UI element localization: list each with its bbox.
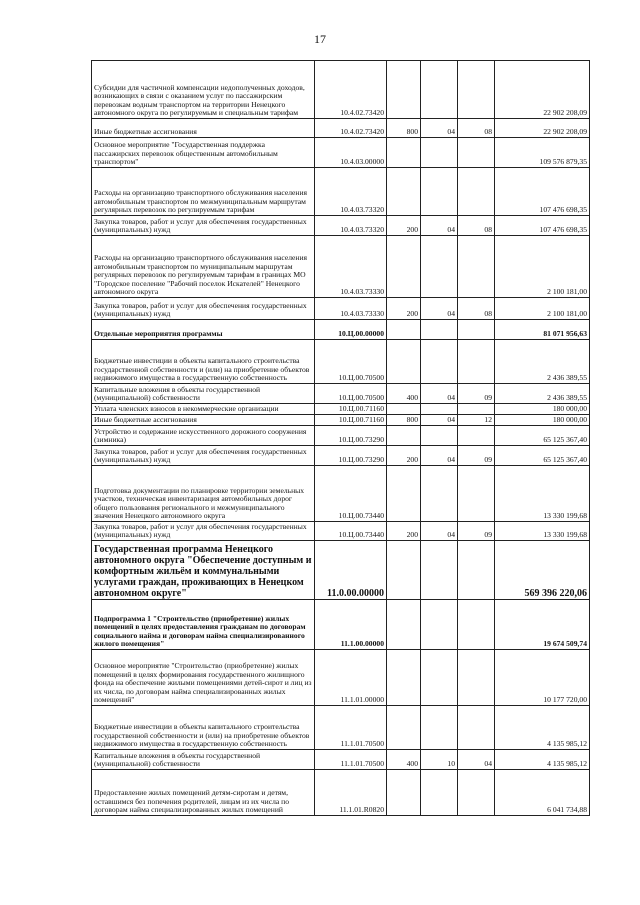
row-subsection-cell (458, 650, 495, 706)
row-sum-cell: 6 041 734,88 (495, 770, 590, 816)
row-subsection-cell (458, 404, 495, 415)
row-code-cell: 10.Ц.00.00000 (315, 320, 387, 340)
row-subsection-cell: 08 (458, 119, 495, 138)
row-section-cell: 04 (421, 119, 458, 138)
row-code-cell: 11.1.01.R0820 (315, 770, 387, 816)
row-subsection-cell (458, 770, 495, 816)
row-subsection-cell: 04 (458, 750, 495, 770)
row-name-cell: Расходы на организацию транспортного обслуживания населения автомобильным транспортом по межмуниципальным маршрутам регулярных перевозок по регулируемым тарифам (92, 168, 315, 216)
row-expense-type-cell: 400 (387, 384, 421, 404)
row-name-cell: Расходы на организацию транспортного обслуживания населения автомобильным транспортом по муниципальным маршрутам регулярных перевозок по регулируемым тарифам в границах МО "Городское поселение "Рабочий поселок Искателей" Ненецкого автономного округа (92, 236, 315, 298)
row-code-cell: 10.4.02.73420 (315, 61, 387, 119)
row-section-cell (421, 404, 458, 415)
row-code-cell: 10.Ц.00.73290 (315, 446, 387, 466)
row-subsection-cell (458, 236, 495, 298)
table-row (92, 770, 590, 816)
row-expense-type-cell (387, 600, 421, 650)
row-section-cell (421, 61, 458, 119)
row-sum-cell: 19 674 509,74 (495, 600, 590, 650)
row-sum-cell: 13 330 199,68 (495, 522, 590, 541)
row-name-cell: Закупка товаров, работ и услуг для обеспечения государственных (муниципальных) нужд (92, 522, 315, 541)
table-row (92, 415, 590, 426)
row-expense-type-cell (387, 426, 421, 446)
row-sum-cell: 22 902 208,09 (495, 119, 590, 138)
row-expense-type-cell (387, 340, 421, 384)
row-name-cell: Капитальные вложения в объекты государственной (муниципальной) собственности (92, 384, 315, 404)
row-name-cell: Отдельные мероприятия программы (92, 320, 315, 340)
row-sum-cell: 4 135 985,12 (495, 750, 590, 770)
row-subsection-cell: 12 (458, 415, 495, 426)
row-expense-type-cell: 800 (387, 119, 421, 138)
table-row (92, 320, 590, 340)
row-code-cell: 10.Ц.00.70500 (315, 384, 387, 404)
row-section-cell (421, 541, 458, 600)
row-section-cell (421, 706, 458, 750)
row-subsection-cell (458, 600, 495, 650)
row-subsection-cell (458, 61, 495, 119)
row-code-cell: 10.4.03.73320 (315, 168, 387, 216)
row-sum-cell: 22 902 208,09 (495, 61, 590, 119)
row-name-cell: Основное мероприятие "Строительство (приобретение) жилых помещений в целях формирования государственного жилищного фонда на обеспечение жилыми помещениями детей-сирот и лиц из их числа, по договорам найма специализированных жилых помещений" (92, 650, 315, 706)
row-section-cell (421, 600, 458, 650)
table-row (92, 119, 590, 138)
row-expense-type-cell (387, 236, 421, 298)
row-section-cell: 10 (421, 750, 458, 770)
row-code-cell: 10.Ц.00.73440 (315, 522, 387, 541)
row-sum-cell: 65 125 367,40 (495, 446, 590, 466)
table-row (92, 706, 590, 750)
row-sum-cell: 107 476 698,35 (495, 168, 590, 216)
row-name-cell: Предоставление жилых помещений детям-сиротам и детям, оставшимся без попечения родителей, лицам из их числа по договорам найма специализированных жилых помещений (92, 770, 315, 816)
row-sum-cell: 2 100 181,00 (495, 298, 590, 320)
row-name-cell: Закупка товаров, работ и услуг для обеспечения государственных (муниципальных) нужд (92, 446, 315, 466)
row-section-cell (421, 340, 458, 384)
row-subsection-cell (458, 168, 495, 216)
table-row (92, 466, 590, 522)
table-row (92, 61, 590, 119)
row-subsection-cell: 09 (458, 384, 495, 404)
row-code-cell: 11.0.00.00000 (315, 541, 387, 600)
table-row (92, 426, 590, 446)
budget-table-body (92, 61, 590, 816)
row-expense-type-cell (387, 466, 421, 522)
row-code-cell: 11.1.01.70500 (315, 706, 387, 750)
row-expense-type-cell: 400 (387, 750, 421, 770)
row-subsection-cell: 08 (458, 216, 495, 236)
row-name-cell: Уплата членских взносов в некоммерческие организации (92, 404, 315, 415)
row-expense-type-cell (387, 404, 421, 415)
row-code-cell: 10.4.03.00000 (315, 138, 387, 168)
table-row (92, 138, 590, 168)
row-subsection-cell (458, 426, 495, 446)
row-sum-cell: 81 071 956,63 (495, 320, 590, 340)
row-name-cell: Бюджетные инвестиции в объекты капитального строительства государственной собственности и (или) на приобретение объектов недвижимого имущества в государственную собственность (92, 340, 315, 384)
row-code-cell: 10.Ц.00.71160 (315, 404, 387, 415)
page-number: 17 (314, 32, 326, 46)
table-row (92, 384, 590, 404)
row-sum-cell: 13 330 199,68 (495, 466, 590, 522)
row-expense-type-cell: 200 (387, 522, 421, 541)
row-section-cell (421, 236, 458, 298)
row-expense-type-cell (387, 706, 421, 750)
row-section-cell (421, 320, 458, 340)
table-row (92, 446, 590, 466)
row-section-cell (421, 168, 458, 216)
row-sum-cell: 180 000,00 (495, 415, 590, 426)
row-sum-cell: 569 396 220,06 (495, 541, 590, 600)
row-code-cell: 10.4.03.73330 (315, 298, 387, 320)
row-sum-cell: 180 000,00 (495, 404, 590, 415)
row-sum-cell: 4 135 985,12 (495, 706, 590, 750)
table-row (92, 236, 590, 298)
row-name-cell: Субсидии для частичной компенсации недополученных доходов, возникающих в связи с оказанием услуг по пассажирским перевозкам водным транспортом на территории Ненецкого автономного округа по регулируемым и специальным тарифам (92, 61, 315, 119)
row-section-cell: 04 (421, 446, 458, 466)
row-section-cell (421, 650, 458, 706)
row-name-cell: Устройство и содержание искусственного дорожного сооружения (зимника) (92, 426, 315, 446)
row-section-cell (421, 426, 458, 446)
table-row (92, 168, 590, 216)
row-section-cell: 04 (421, 522, 458, 541)
row-code-cell: 11.1.00.00000 (315, 600, 387, 650)
table-row (92, 600, 590, 650)
row-code-cell: 10.Ц.00.73440 (315, 466, 387, 522)
row-name-cell: Бюджетные инвестиции в объекты капитального строительства государственной собственности и (или) на приобретение объектов недвижимого имущества в государственную собственность (92, 706, 315, 750)
row-code-cell: 10.Ц.00.71160 (315, 415, 387, 426)
table-row (92, 216, 590, 236)
row-subsection-cell: 09 (458, 446, 495, 466)
row-section-cell (421, 466, 458, 522)
row-name-cell: Капитальные вложения в объекты государственной (муниципальной) собственности (92, 750, 315, 770)
table-row (92, 650, 590, 706)
row-sum-cell: 2 436 389,55 (495, 340, 590, 384)
table-row (92, 750, 590, 770)
row-subsection-cell: 09 (458, 522, 495, 541)
row-sum-cell: 109 576 879,35 (495, 138, 590, 168)
row-section-cell: 04 (421, 384, 458, 404)
row-code-cell: 11.1.01.70500 (315, 750, 387, 770)
row-expense-type-cell: 200 (387, 216, 421, 236)
row-expense-type-cell: 800 (387, 415, 421, 426)
row-code-cell: 11.1.01.00000 (315, 650, 387, 706)
row-code-cell: 10.4.02.73420 (315, 119, 387, 138)
row-subsection-cell: 08 (458, 298, 495, 320)
row-name-cell: Иные бюджетные ассигнования (92, 119, 315, 138)
budget-table (91, 60, 590, 816)
row-section-cell: 04 (421, 298, 458, 320)
table-row (92, 340, 590, 384)
row-section-cell: 04 (421, 415, 458, 426)
row-subsection-cell (458, 138, 495, 168)
row-name-cell: Закупка товаров, работ и услуг для обеспечения государственных (муниципальных) нужд (92, 216, 315, 236)
row-sum-cell: 65 125 367,40 (495, 426, 590, 446)
row-name-cell: Подпрограмма 1 "Строительство (приобретение) жилых помещений в целях предоставления гражданам по договорам социального найма и договорам найма специализированного жилого помещения" (92, 600, 315, 650)
row-section-cell (421, 138, 458, 168)
row-code-cell: 10.4.03.73330 (315, 236, 387, 298)
row-sum-cell: 2 100 181,00 (495, 236, 590, 298)
row-section-cell: 04 (421, 216, 458, 236)
table-row (92, 298, 590, 320)
row-name-cell: Основное мероприятие "Государственная поддержка пассажирских перевозок общественным автомобильным транспортом" (92, 138, 315, 168)
row-expense-type-cell (387, 168, 421, 216)
table-row (92, 522, 590, 541)
table-row (92, 404, 590, 415)
row-subsection-cell (458, 340, 495, 384)
row-expense-type-cell (387, 541, 421, 600)
row-expense-type-cell (387, 320, 421, 340)
row-name-cell: Закупка товаров, работ и услуг для обеспечения государственных (муниципальных) нужд (92, 298, 315, 320)
row-sum-cell: 2 436 389,55 (495, 384, 590, 404)
row-expense-type-cell: 200 (387, 298, 421, 320)
row-code-cell: 10.4.03.73320 (315, 216, 387, 236)
row-sum-cell: 107 476 698,35 (495, 216, 590, 236)
row-expense-type-cell (387, 61, 421, 119)
table-row (92, 541, 590, 600)
row-expense-type-cell: 200 (387, 446, 421, 466)
row-name-cell: Государственная программа Ненецкого автономного округа "Обеспечение доступным и комфортным жильём и коммунальными услугами граждан, проживающих в Ненецком автономном округе" (92, 541, 315, 600)
row-expense-type-cell (387, 650, 421, 706)
row-name-cell: Иные бюджетные ассигнования (92, 415, 315, 426)
row-section-cell (421, 770, 458, 816)
row-expense-type-cell (387, 770, 421, 816)
row-code-cell: 10.Ц.00.70500 (315, 340, 387, 384)
row-name-cell: Подготовка документации по планировке территории земельных участков, техническая инвентаризация автомобильных дорог общего пользования регионального и межмуниципального значения Ненецкого автономного округа (92, 466, 315, 522)
row-code-cell: 10.Ц.00.73290 (315, 426, 387, 446)
row-subsection-cell (458, 320, 495, 340)
row-subsection-cell (458, 541, 495, 600)
row-expense-type-cell (387, 138, 421, 168)
row-subsection-cell (458, 466, 495, 522)
row-sum-cell: 10 177 720,00 (495, 650, 590, 706)
row-subsection-cell (458, 706, 495, 750)
